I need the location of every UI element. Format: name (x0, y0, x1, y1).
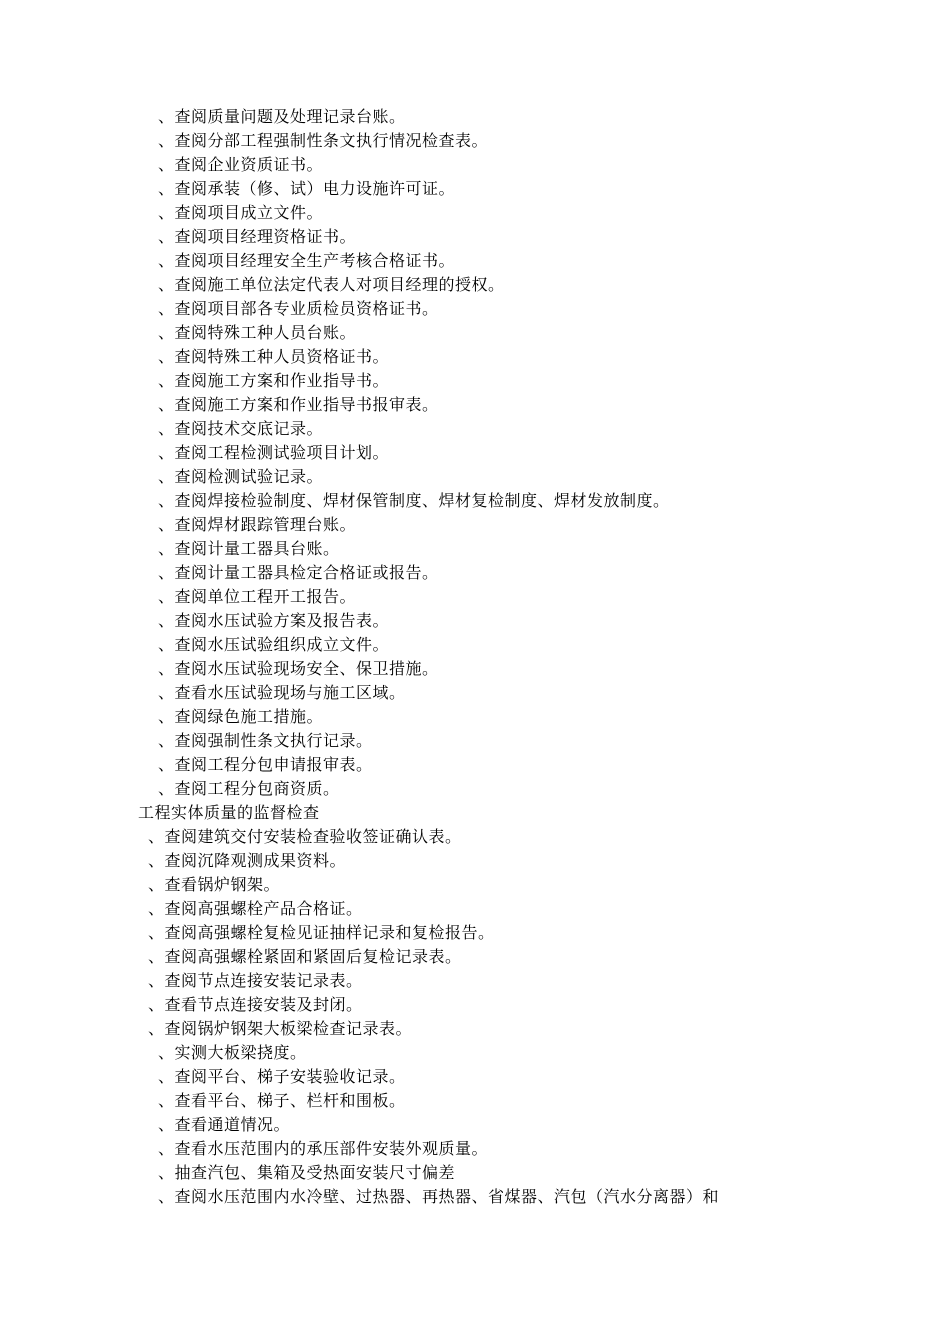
checklist-item: 、查阅企业资质证书。 (158, 155, 324, 174)
checklist-item: 、查阅施工方案和作业指导书。 (158, 371, 390, 390)
checklist-item: 、查阅项目部各专业质检员资格证书。 (158, 299, 439, 318)
checklist-item: 、查阅强制性条文执行记录。 (158, 731, 373, 750)
checklist-item: 、查阅水压范围内水冷壁、过热器、再热器、省煤器、汽包（汽水分离器）和 (158, 1187, 720, 1206)
checklist-item: 、查阅计量工器具检定合格证或报告。 (158, 563, 439, 582)
document-body (0, 105, 950, 1209)
checklist-item: 、查阅沉降观测成果资料。 (148, 851, 347, 870)
checklist-item: 、查阅承装（修、试）电力设施许可证。 (158, 179, 456, 198)
checklist-item: 、实测大板梁挠度。 (158, 1043, 307, 1062)
checklist-item: 、查看平台、梯子、栏杆和围板。 (158, 1091, 406, 1110)
checklist-item: 、查阅建筑交付安装检查验收签证确认表。 (148, 827, 462, 846)
checklist-item: 、查看锅炉钢架。 (148, 875, 281, 894)
checklist-item: 、查阅特殊工种人员资格证书。 (158, 347, 390, 366)
checklist-item: 、查阅绿色施工措施。 (158, 707, 324, 726)
checklist-item: 、查阅工程分包商资质。 (158, 779, 340, 798)
checklist-item: 、查阅技术交底记录。 (158, 419, 324, 438)
checklist-item: 、查看水压范围内的承压部件安装外观质量。 (158, 1139, 489, 1158)
checklist-item: 、查阅节点连接安装记录表。 (148, 971, 363, 990)
checklist-item: 、查阅工程分包申请报审表。 (158, 755, 373, 774)
checklist-item: 、查阅项目经理安全生产考核合格证书。 (158, 251, 456, 270)
checklist-item: 、查阅单位工程开工报告。 (158, 587, 357, 606)
checklist-item: 、查阅锅炉钢架大板梁检查记录表。 (148, 1019, 413, 1038)
checklist-item: 、查阅特殊工种人员台账。 (158, 323, 357, 342)
checklist-item: 、查阅平台、梯子安装验收记录。 (158, 1067, 406, 1086)
checklist-item: 、查阅高强螺栓产品合格证。 (148, 899, 363, 918)
checklist-item: 、查看水压试验现场与施工区域。 (158, 683, 406, 702)
checklist-item: 、查看通道情况。 (158, 1115, 291, 1134)
checklist-item: 、查阅高强螺栓复检见证抽样记录和复检报告。 (148, 923, 495, 942)
checklist-item: 、查阅分部工程强制性条文执行情况检查表。 (158, 131, 489, 150)
checklist-item: 、查阅检测试验记录。 (158, 467, 324, 486)
checklist-item: 、查阅项目经理资格证书。 (158, 227, 357, 246)
checklist-item: 、查阅焊接检验制度、焊材保管制度、焊材复检制度、焊材发放制度。 (158, 491, 670, 510)
checklist-item: 、抽查汽包、集箱及受热面安装尺寸偏差 (158, 1163, 456, 1182)
section-heading: 工程实体质量的监督检查 (138, 803, 320, 822)
checklist-item: 、查阅焊材跟踪管理台账。 (158, 515, 357, 534)
checklist-item: 、查阅施工单位法定代表人对项目经理的授权。 (158, 275, 505, 294)
checklist-item: 、查阅工程检测试验项目计划。 (158, 443, 390, 462)
checklist-item: 、查阅施工方案和作业指导书报审表。 (158, 395, 439, 414)
checklist-item: 、查阅质量问题及处理记录台账。 (158, 107, 406, 126)
checklist-item: 、查看节点连接安装及封闭。 (148, 995, 363, 1014)
checklist-item: 、查阅水压试验方案及报告表。 (158, 611, 390, 630)
checklist-item: 、查阅计量工器具台账。 (158, 539, 340, 558)
checklist-item: 、查阅水压试验现场安全、保卫措施。 (158, 659, 439, 678)
checklist-item: 、查阅水压试验组织成立文件。 (158, 635, 390, 654)
checklist-item: 、查阅高强螺栓紧固和紧固后复检记录表。 (148, 947, 462, 966)
checklist-item: 、查阅项目成立文件。 (158, 203, 324, 222)
